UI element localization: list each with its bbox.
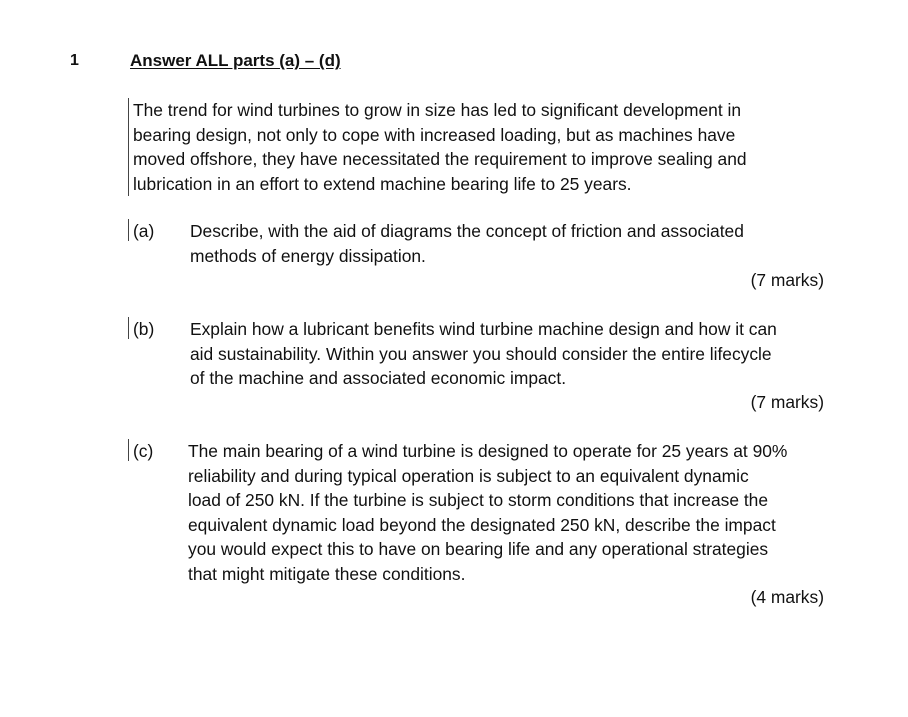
- part-line: methods of energy dissipation.: [190, 245, 426, 266]
- part-line: that might mitigate these conditions.: [188, 563, 466, 584]
- question-number: 1: [70, 52, 79, 69]
- part-line: reliability and during typical operation is subject to an equivalent dynamic: [188, 465, 749, 486]
- intro-line: moved offshore, they have necessitated the requirement to improve sealing and: [133, 149, 747, 170]
- part-line: Explain how a lubricant benefits wind turbine machine design and how it can: [190, 319, 777, 339]
- part-label: (a): [128, 219, 154, 241]
- intro-line: bearing design, not only to cope with increased loading, but as machines have: [133, 124, 736, 145]
- part-line: load of 250 kN. If the turbine is subject to storm conditions that increase the: [188, 490, 769, 510]
- part-c-marks: (4 marks): [750, 587, 824, 607]
- part-text: [190, 219, 830, 268]
- part-line: you would expect this to have on bearing life and any operational strategies: [188, 539, 769, 559]
- intro-line: lubrication in an effort to extend machine bearing life to 25 years.: [133, 173, 632, 194]
- intro-paragraph: [128, 98, 823, 196]
- intro-line: The trend for wind turbines to grow in size has led to significant development in: [133, 100, 742, 120]
- part-line: The main bearing of a wind turbine is designed to operate for 25 years at 90%: [188, 441, 788, 461]
- part-line: equivalent dynamic load beyond the designated 250 kN, describe the impact: [188, 514, 776, 535]
- part-line: of the machine and associated economic impact.: [190, 368, 567, 388]
- part-label: (c): [128, 439, 153, 461]
- part-a-marks: (7 marks): [750, 270, 824, 290]
- part-label: (b): [128, 317, 154, 339]
- part-b-marks: (7 marks): [750, 392, 824, 412]
- part-line: Describe, with the aid of diagrams the concept of friction and associated: [190, 221, 744, 241]
- question-heading: Answer ALL parts (a) – (d): [130, 51, 341, 70]
- part-line: aid sustainability. Within you answer you should consider the entire lifecycle: [190, 343, 772, 364]
- part-text: [190, 317, 830, 391]
- part-text: [188, 439, 828, 586]
